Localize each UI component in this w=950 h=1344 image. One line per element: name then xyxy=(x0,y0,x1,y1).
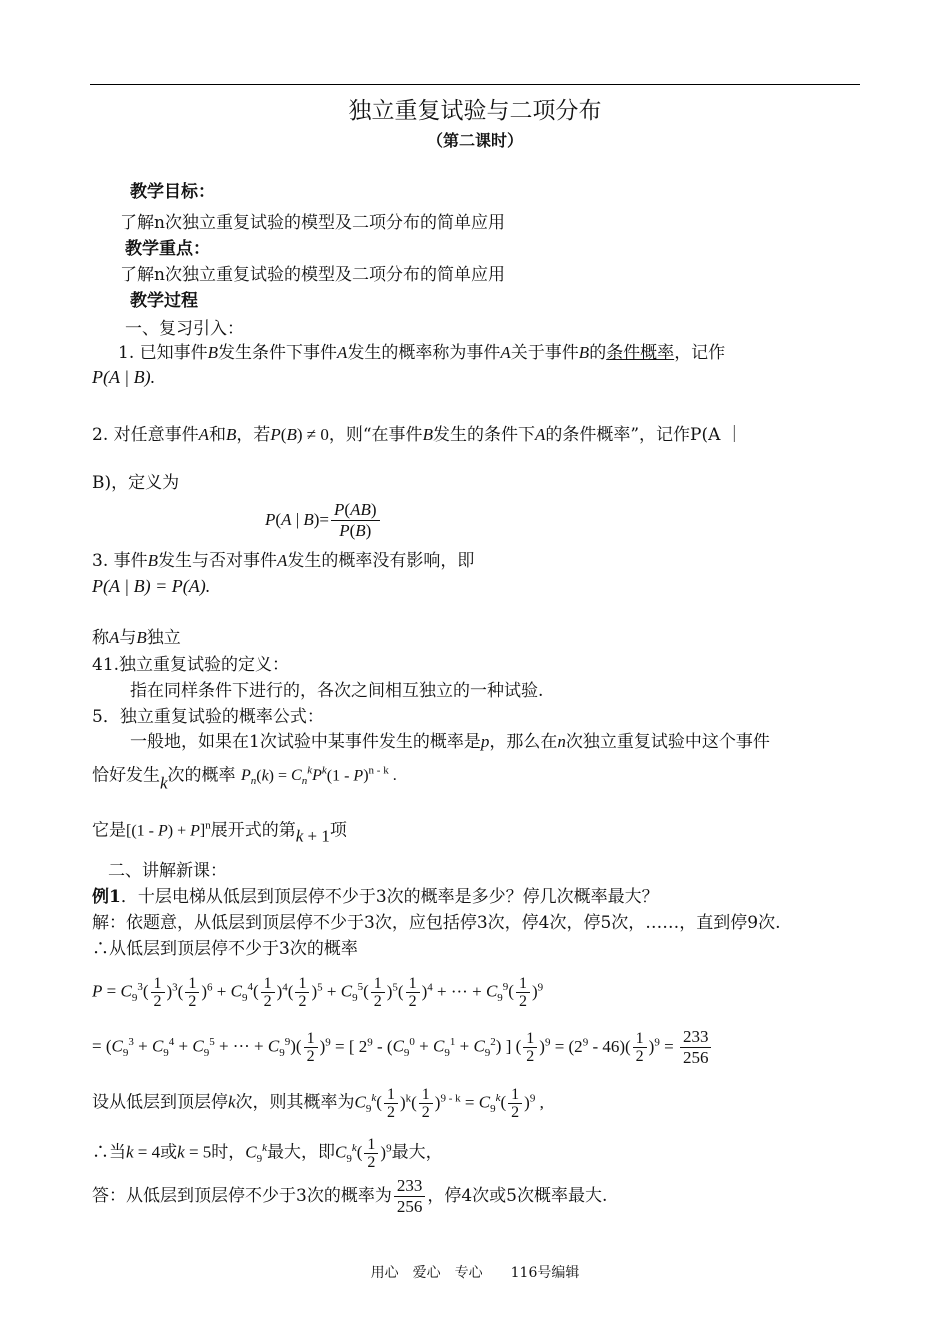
formula-cond-prob: P(A | B). xyxy=(92,367,156,387)
process-heading: 教学过程 xyxy=(130,291,198,311)
solution-line: 解：依题意，从低层到顶层停不少于3次，应包括停3次，停4次，停5次，……，直到停9次. xyxy=(92,913,781,933)
review-item-5-line1: 一般地，如果在1次试验中某事件发生的概率是p，那么在n次独立重复试验中这个事件 xyxy=(130,732,770,752)
therefore-line: ∴从低层到顶层停不少于3次的概率 xyxy=(92,939,358,959)
review-item-3: 3. 事件B发生与否对事件A发生的概率没有影响，即 xyxy=(92,551,475,571)
review-item-2-cont: B)，定义为 xyxy=(92,473,180,493)
focus-heading: 教学重点： xyxy=(125,239,210,259)
page-title: 独立重复试验与二项分布 xyxy=(348,98,602,124)
review-item-5-heading: 5．独立重复试验的概率公式： xyxy=(92,707,324,727)
focus-text: 了解n次独立重复试验的模型及二项分布的简单应用 xyxy=(120,265,505,285)
page-footer: 用心 爱心 专心 116号编辑 xyxy=(370,1265,580,1281)
page-subtitle: （第二课时） xyxy=(426,131,523,150)
review-item-4-text: 指在同样条件下进行的，各次之间相互独立的一种试验. xyxy=(130,681,544,701)
review-item-5-line2: 恰好发生k次的概率 $P_n(k) = C_n^kP^k(1 - P)^{n - k}$ . xyxy=(92,765,397,793)
review-item-2: 2. 对任意事件A和B，若P(B) ≠ 0，则“在事件B发生的条件下A的条件概率”，记作P(A ｜ xyxy=(92,425,743,445)
example-1: 例1．十层电梯从低层到顶层停不少于3次的概率是多少？停几次概率最大？ xyxy=(92,887,659,907)
review-item-5-line3: 它是$[(1 - P) + P]^n$展开式的第k + 1项 xyxy=(92,820,347,846)
independence-statement: 称A与B独立 xyxy=(92,628,181,648)
review-heading: 一、复习引入： xyxy=(125,319,244,339)
line-stop-k: 设从低层到顶层停k次，则其概率为$C_9^k$( $\frac{1}{2}$ )$^k$( $\frac{1}{2}$ )$^{9 - k} = C_9^k$( $\frac{1}{2}$ )$^9$ , xyxy=(92,1085,544,1121)
review-item-1: 1. 已知事件B发生条件下事件A发生的概率称为事件A关于事件B的条件概率，记作 xyxy=(118,343,726,363)
newlesson-heading: 二、讲解新课： xyxy=(108,861,227,881)
header-rule xyxy=(90,84,860,85)
review-item-4-heading: 41.独立重复试验的定义： xyxy=(92,655,290,675)
term-conditional-probability: 条件概率 xyxy=(606,343,675,363)
formula-p-result: = ($C_9^3 + C_9^4 + C_9^5$ + ··· + $C_9^9$)( $\frac{1}{2}$ )$^9$ = [ $2^9 - (C_9^0 + C_9^1 + C_9^2)$ ] ( $\frac{1}{2}$ )$^9 = (2^9 - 46)$( $\frac{1}{2}$ )$^9$ = $\frac{233}{256}$ xyxy=(92,1020,713,1075)
formula-independence: P(A | B) = P(A). xyxy=(92,576,211,596)
formula-p-sum: $P = C_9^3$( $\frac{1}{2}$ )$^3$( $\frac{1}{2}$ )$^6 + C_9^4$( $\frac{1}{2}$ )$^4$( $\frac{1}{2}$ )$^5 + C_9^5$( $\frac{1}{2}$ )$^5$( $\frac{1}{2}$ )$^4$ + ··· + $C_9^9$( $\frac{1}{2}$ )$^9$ xyxy=(92,974,544,1010)
line-max: ∴当k = 4或k = 5时，$C_9^k$最大，即$C_9^k$( $\frac{1}{2}$ )$^9$最大， xyxy=(92,1135,443,1171)
formula-cond-prob-def: P(A | B)= $\frac{P(AB)}{P(B)}$ xyxy=(265,498,382,542)
objective-heading: 教学目标： xyxy=(130,182,215,202)
objective-text: 了解n次独立重复试验的模型及二项分布的简单应用 xyxy=(120,213,505,233)
answer-line: 答：从低层到顶层停不少于3次的概率为 $\frac{233}{256}$ ，停4次或5次概率最大. xyxy=(92,1176,608,1216)
